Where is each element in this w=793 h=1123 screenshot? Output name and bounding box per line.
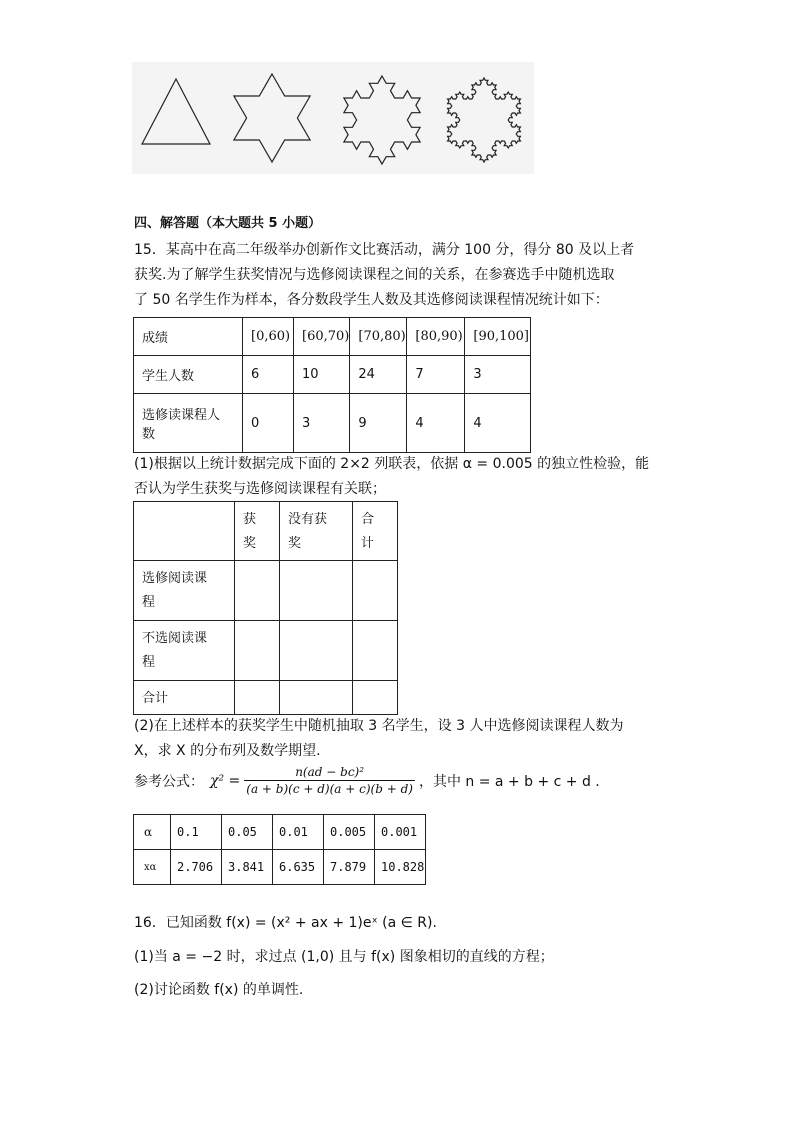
- table-cell: 7.879: [324, 850, 375, 885]
- interval-cell: [70,80): [350, 318, 407, 356]
- table-header-cell: 成绩: [134, 318, 243, 356]
- formula-numerator: n(ad − bc)²: [295, 765, 365, 779]
- interval-cell: [80,90): [407, 318, 465, 356]
- table-cell: 10: [294, 356, 350, 394]
- row-label-cell: 合计: [134, 681, 235, 715]
- q16-part2-line: (2)讨论函数 f(x) 的单调性.: [134, 982, 304, 998]
- header-line: 计: [361, 536, 375, 551]
- table-cell: 4: [407, 394, 465, 453]
- table-cell: 0.005: [324, 815, 375, 850]
- section-title: 四、解答题（本大题共 5 小题）: [134, 216, 322, 231]
- koch-snowflake-svg: [132, 62, 534, 174]
- row-label-cell: [134, 561, 235, 621]
- table-cell-empty: [280, 681, 353, 715]
- table-cell: 3.841: [222, 850, 273, 885]
- triangle-shape: [142, 79, 210, 144]
- q15-part2-line: X，求 X 的分布列及数学期望.: [134, 743, 321, 759]
- x-alpha-label-cell: xα: [134, 850, 171, 885]
- q16-part2: [134, 978, 669, 1003]
- q16-part1-line: (1)当 a = −2 时，求过点 (1,0) 且与 f(x) 图象相切的直线的方程；: [134, 949, 554, 965]
- interval-cell: [60,70): [294, 318, 350, 356]
- q16-stem: [134, 911, 669, 936]
- table-cell-empty: [280, 621, 353, 681]
- q15-part2-line: (2)在上述样本的获奖学生中随机抽取 3 名学生，设 3 人中选修阅读课程人数为: [134, 718, 624, 734]
- table-cell: 3: [294, 394, 350, 453]
- table-cell-empty: [235, 681, 280, 715]
- row-label-cell: [134, 394, 243, 453]
- formula-tail: ，其中 n = a + b + c + d .: [418, 773, 600, 790]
- header-line: 奖: [288, 536, 302, 551]
- q15-line: 15．某高中在高二年级举办创新作文比赛活动，满分 100 分，得分 80 及以上者: [134, 242, 635, 258]
- table-cell-empty: [353, 561, 398, 621]
- table-header-cell: [280, 502, 353, 561]
- q15-line: 了 50 名学生作为样本，各分数段学生人数及其选修阅读课程情况统计如下：: [134, 292, 609, 308]
- table-cell-empty: [235, 621, 280, 681]
- table-cell: 9: [350, 394, 407, 453]
- table-cell-empty: [134, 502, 235, 561]
- table-cell: 0.001: [375, 815, 426, 850]
- table-cell: 2.706: [171, 850, 222, 885]
- formula-lhs: χ² =: [210, 772, 241, 789]
- interval-cell: [90,100]: [465, 318, 531, 356]
- alpha-label-cell: α: [134, 815, 171, 850]
- row-label-cell: 学生人数: [134, 356, 243, 394]
- table-cell: 0.05: [222, 815, 273, 850]
- score-distribution-table: [133, 317, 531, 453]
- star-shape: [234, 74, 310, 162]
- q15-part1: [134, 452, 669, 502]
- contingency-table: [133, 501, 398, 715]
- row-label-line: 不选阅读课: [142, 631, 208, 646]
- table-row: [134, 850, 426, 885]
- table-cell: 0: [243, 394, 294, 453]
- table-row: [134, 815, 426, 850]
- row-label-line: 程: [142, 655, 156, 670]
- header-line: 奖: [243, 536, 257, 551]
- row-label-cell: [134, 621, 235, 681]
- q15-stem: [134, 238, 669, 313]
- interval-cell: [0,60): [243, 318, 294, 356]
- table-cell: 6: [243, 356, 294, 394]
- row-label-line: 数: [142, 427, 156, 442]
- table-row: [134, 681, 398, 715]
- table-row: [134, 318, 531, 356]
- formula-denominator: (a + b)(c + d)(a + c)(b + d): [246, 782, 413, 796]
- table-row: [134, 394, 531, 453]
- q16-line: 16．已知函数 f(x) = (x² + ax + 1)eˣ (a ∈ R).: [134, 915, 437, 931]
- header-line: 合: [361, 512, 375, 527]
- q16-part1: [134, 945, 669, 970]
- q15-part1-line: (1)根据以上统计数据完成下面的 2×2 列联表，依据 α = 0.005 的独立性检验，能: [134, 456, 650, 472]
- table-cell-empty: [353, 681, 398, 715]
- table-cell: 7: [407, 356, 465, 394]
- table-cell: 4: [465, 394, 531, 453]
- table-cell: 6.635: [273, 850, 324, 885]
- table-header-cell: [235, 502, 280, 561]
- q15-part2: [134, 714, 669, 764]
- table-row: [134, 561, 398, 621]
- koch-level2-shape: [344, 76, 420, 164]
- q15-part1-line: 否认为学生获奖与选修阅读课程有关联；: [134, 481, 386, 497]
- table-cell-empty: [353, 621, 398, 681]
- table-row: [134, 502, 398, 561]
- row-label-line: 选修阅读课: [142, 571, 208, 586]
- row-label-line: 选修读课程人: [142, 408, 221, 423]
- formula-fraction: [244, 765, 415, 796]
- table-cell-empty: [235, 561, 280, 621]
- row-label-line: 程: [142, 595, 156, 610]
- koch-snowflake-figure: [132, 62, 534, 174]
- formula-label: 参考公式：: [134, 773, 204, 790]
- header-line: 没有获: [288, 512, 328, 527]
- table-cell: 0.1: [171, 815, 222, 850]
- table-cell: 10.828: [375, 850, 426, 885]
- table-row: [134, 356, 531, 394]
- reference-formula: [134, 765, 600, 796]
- table-cell: 0.01: [273, 815, 324, 850]
- critical-value-table: [133, 814, 426, 885]
- koch-level3-shape: [448, 78, 521, 162]
- table-header-cell: [353, 502, 398, 561]
- table-cell: 3: [465, 356, 531, 394]
- table-row: [134, 621, 398, 681]
- q15-line: 获奖.为了解学生获奖情况与选修阅读课程之间的关系，在参赛选手中随机选取: [134, 267, 615, 283]
- table-cell-empty: [280, 561, 353, 621]
- table-cell: 24: [350, 356, 407, 394]
- header-line: 获: [243, 512, 257, 527]
